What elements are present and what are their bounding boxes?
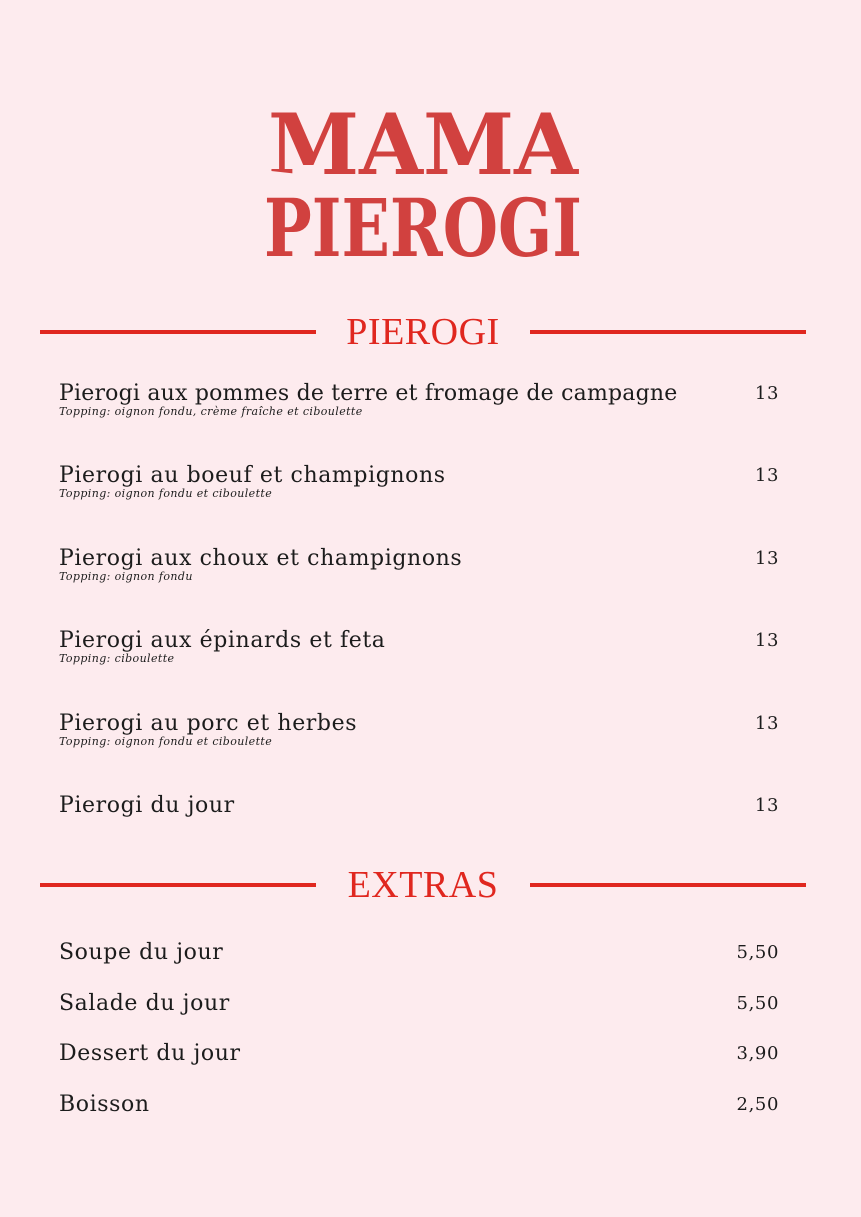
item-name: Dessert du jour	[59, 1041, 241, 1066]
section-title: PIEROGI	[346, 311, 500, 353]
item-name: Pierogi au porc et herbes	[59, 711, 358, 736]
svg-text:PIEROGI: PIEROGI	[264, 181, 582, 274]
item-price: 3,90	[736, 1043, 779, 1064]
item-name: Pierogi aux choux et champignons	[59, 546, 463, 571]
item-price: 13	[754, 383, 779, 404]
item-name: Pierogi aux pommes de terre et fromage de campagne	[59, 381, 678, 406]
item-name: Boisson	[59, 1092, 150, 1117]
item-name: Soupe du jour	[59, 940, 224, 965]
divider-line	[40, 330, 316, 334]
item-price: 5,50	[736, 942, 779, 963]
item-price: 2,50	[736, 1094, 779, 1115]
divider-line	[530, 330, 806, 334]
item-price: 5,50	[736, 993, 779, 1014]
item-name: Pierogi du jour	[59, 793, 235, 818]
item-price: 13	[754, 630, 779, 651]
item-topping: Topping: oignon fondu, crème fraîche et ciboulette	[59, 405, 363, 418]
item-topping: Topping: oignon fondu	[59, 570, 193, 583]
item-topping: Topping: ciboulette	[59, 652, 175, 665]
section-title: EXTRAS	[347, 864, 499, 906]
section-header-pierogi	[40, 308, 806, 356]
item-name: Pierogi aux épinards et feta	[59, 628, 386, 653]
mama-pierogi-logo	[0, 74, 861, 274]
item-name: Salade du jour	[59, 991, 230, 1016]
item-price: 13	[754, 465, 779, 486]
item-topping: Topping: oignon fondu et ciboulette	[59, 487, 273, 500]
divider-line	[530, 883, 806, 887]
item-price: 13	[754, 713, 779, 734]
section-header-extras	[40, 861, 806, 909]
item-price: 13	[754, 795, 779, 816]
item-price: 13	[754, 548, 779, 569]
item-name: Pierogi au boeuf et champignons	[59, 463, 446, 488]
divider-line	[40, 883, 316, 887]
svg-text:MAMA: MAMA	[268, 95, 580, 194]
item-topping: Topping: oignon fondu et ciboulette	[59, 735, 273, 748]
